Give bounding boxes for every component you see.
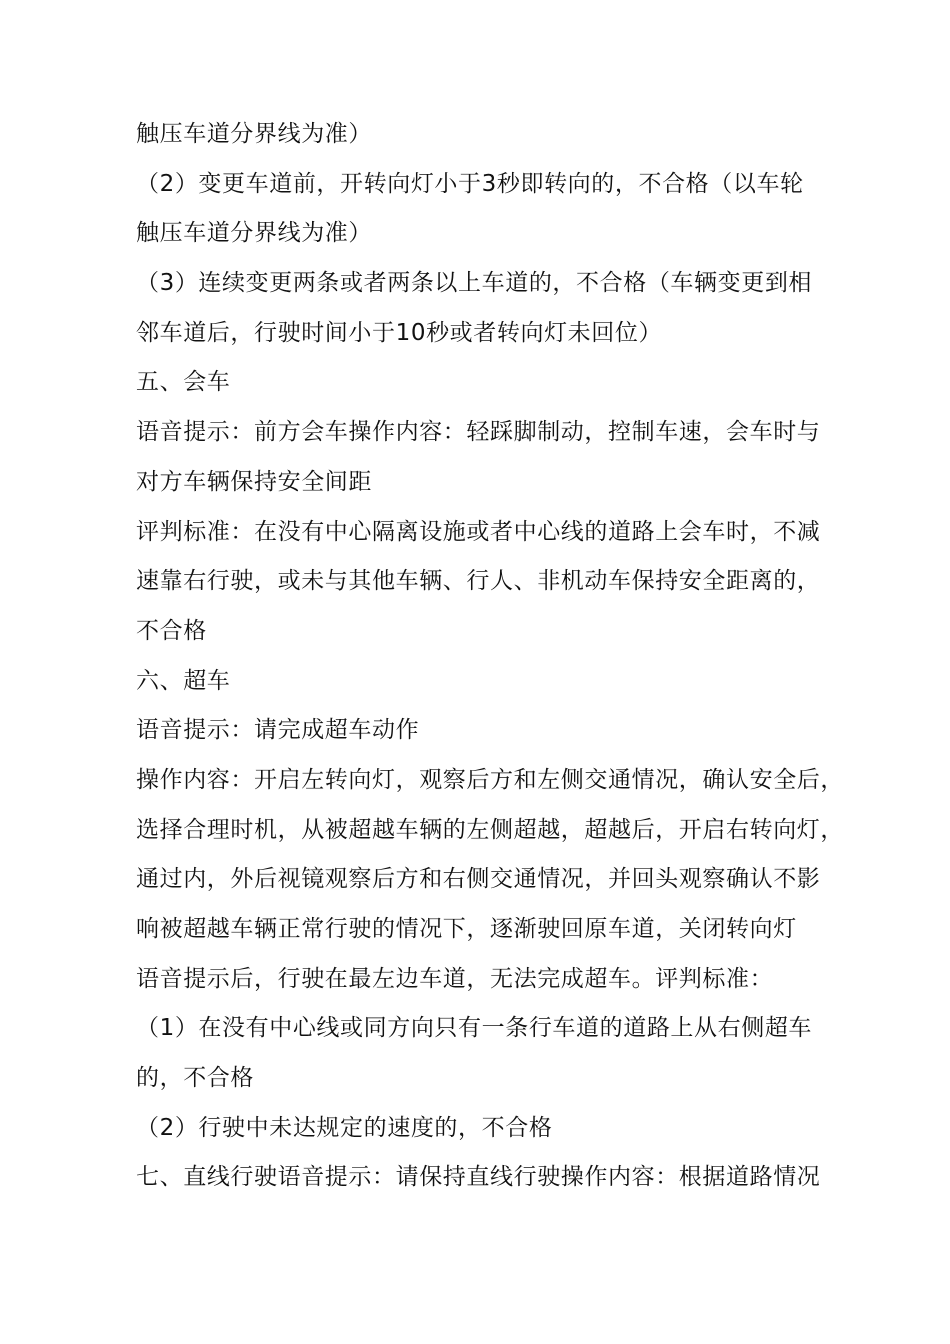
text-line: 对方车辆保持安全间距 bbox=[136, 468, 372, 495]
text-line: 触压车道分界线为准） bbox=[136, 121, 372, 147]
section-heading: 七、直线行驶语音提示：请保持直线行驶操作内容：根据道路情况 bbox=[136, 1164, 821, 1191]
text-line: 评判标准：在没有中心隔离设施或者中心线的道路上会车时，不减 bbox=[136, 518, 821, 545]
text-line: （2）行驶中未达规定的速度的，不合格 bbox=[136, 1114, 553, 1141]
section-heading: 六、超车 bbox=[136, 667, 231, 694]
text-line: 操作内容：开启左转向灯，观察后方和左侧交通情况，确认安全后， bbox=[136, 766, 844, 793]
section-heading: 五、会车 bbox=[136, 369, 231, 396]
text-line: 触压车道分界线为准） bbox=[136, 220, 372, 247]
text-line: （2）变更车道前，开转向灯小于3秒即转向的，不合格（以车轮 bbox=[136, 170, 804, 197]
document-body bbox=[136, 110, 844, 1203]
text-line: 不合格 bbox=[136, 617, 207, 644]
text-line: 的，不合格 bbox=[136, 1065, 254, 1092]
text-line: （1）在没有中心线或同方向只有一条行车道的道路上从右侧超车 bbox=[136, 1015, 813, 1042]
text-line: 选择合理时机，从被超越车辆的左侧超越，超越后，开启右转向灯， bbox=[136, 816, 844, 843]
text-line: 邻车道后，行驶时间小于10秒或者转向灯未回位） bbox=[136, 319, 663, 346]
text-line: 语音提示后，行驶在最左边车道，无法完成超车。评判标准： bbox=[136, 965, 774, 992]
text-line: 语音提示：前方会车操作内容：轻踩脚制动，控制车速，会车时与 bbox=[136, 419, 821, 446]
text-line: （3）连续变更两条或者两条以上车道的，不合格（车辆变更到相 bbox=[136, 270, 813, 297]
text-line: 通过内，外后视镜观察后方和右侧交通情况，并回头观察确认不影 bbox=[136, 866, 821, 893]
text-line: 语音提示：请完成超车动作 bbox=[136, 717, 420, 744]
text-line: 速靠右行驶，或未与其他车辆、行人、非机动车保持安全距离的， bbox=[136, 568, 821, 595]
text-line: 响被超越车辆正常行驶的情况下，逐渐驶回原车道，关闭转向灯 bbox=[136, 916, 797, 942]
